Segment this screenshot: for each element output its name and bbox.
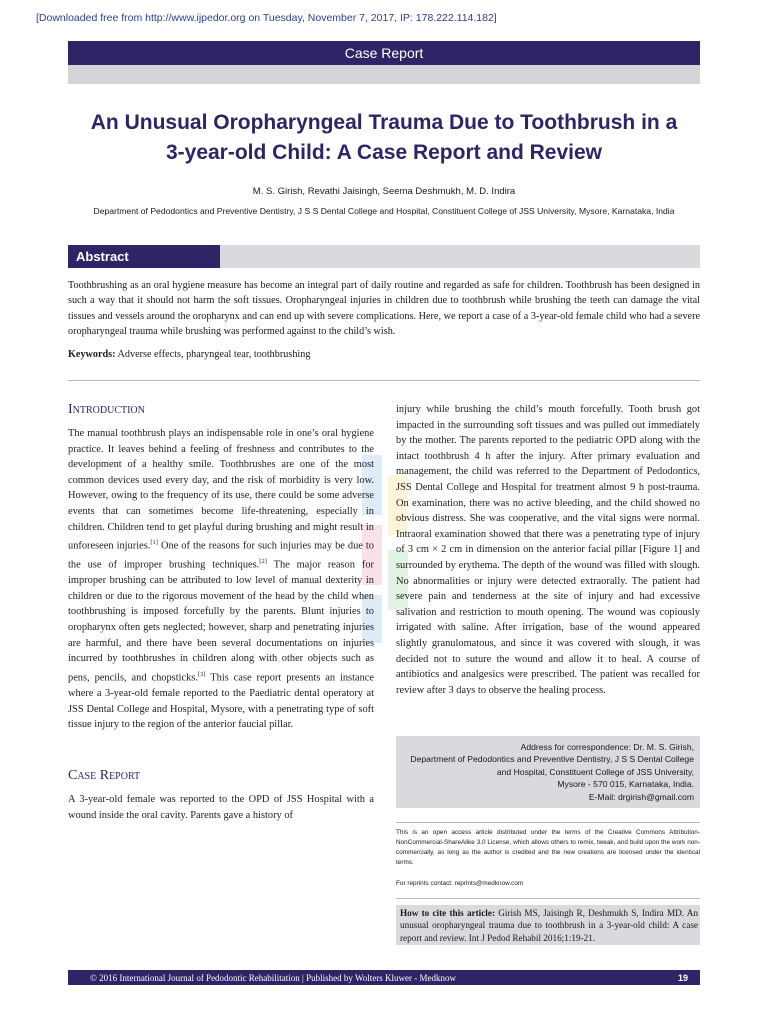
introduction-heading: Introduction [68,402,145,417]
page-number: 19 [677,972,688,983]
abstract-heading [68,245,220,268]
intro-text-part-a: The manual toothbrush plays an indispensable role in one’s oral hygiene practice. It leaves behind a feeling of freshness and contributes to the development of a healthy smile. Toothbrushes are one of the most common devices used every day, and the risk of morbidity is very low. However, owing to the frequency of its use, there could be some adverse events that can sometimes become life-threatening, especially in children. Children tend to get playful during brushing and might result in unforeseen injuries. [68,428,374,552]
keywords-text: Adverse effects, pharyngeal tear, toothbrushing [117,349,311,360]
citation-label: How to cite this article: [400,908,496,918]
correspondence-line-3: and Hospital, Constituent College of JSS University, [496,766,694,777]
page-footer [68,970,700,985]
license-text: This is an open access article distributed under the terms of the Creative Commons Attribution-NonCommercial-ShareAlike 3.0 License, which allows others to remix, tweak, and build upon the work non-commercially, as long as the author is credited and the new creations are licensed under the identical terms. [396,829,700,866]
download-notice: [Downloaded free from http://www.ijpedor.org on Tuesday, November 7, 2017, IP: 178.222.114.182] [36,12,497,24]
intro-text-part-c: The major reason for improper brushing can be attributed to low level of manual dexterity in children or due to the rigorous movement of the head by the child when toothbrushing is imposed forcefully by the parents. Blunt injuries to oropharynx often gets neglected; however, sharp and penetrating injuries are harmful, and there have been several documentations on injuries incurred by toothbrushes in children along with other objects such as pens, pencils, and chopsticks. [68,559,374,684]
correspondence-line-4: Mysore - 570 015, Karnataka, India. [557,779,694,790]
correspondence-line-1: Address for correspondence: Dr. M. S. Girish, [520,742,694,752]
correspondence-line-2: Department of Pedodontics and Preventive Dentistry, J S S Dental College [410,754,694,765]
divider [396,822,700,823]
section-header-bar [68,41,700,65]
case-report-text-col1: A 3-year-old female was reported to the OPD of JSS Hospital with a wound inside the oral cavity. Parents gave a history of [68,794,374,821]
citation-ref-2[interactable]: [2] [259,558,267,566]
citation-text [400,907,698,944]
case-report-text-col2: injury while brushing the child’s mouth forcefully. Tooth brush got impacted in the surrounding soft tissues and was pulled out immediately by the mother. The parents reported to the pediatric OPD along with the intact toothbrush 4 h after the injury. After primary evaluation and management, the child was referred to the Department of Pedodontics, JSS Dental College and Hospital for treatment almost 9 h post-trauma. On examination, there was no active bleeding, and the child showed no obvious distress. She was cooperative, and the vital signs were normal. Intraoral examination showed that there was a penetrating type of injury of 3 cm × 2 cm in dimension on the anterior facial pillar [Figure 1] and surrounded by erythema. The depth of the wound was filled with slough. No abnormalities or injury were detected extraorally. The patient had severe pain and tenderness at the site of injury and had excessive salivation and restriction to mouth opening. The wound was copiously irrigated with saline. After irrigation, base of the wound appeared slightly granulomatous, and since it was covered with slough, it was decided not to suture the wound and allow it to heal. A course of antibiotics and analgesics were prescribed. The patient was recalled for review after 3 days to observe the healing process. [396,404,700,696]
authors: M. S. Girish, Revathi Jaisingh, Seema Deshmukh, M. D. Indira [252,186,516,197]
footer-copyright: © 2016 International Journal of Pedodontic Rehabilitation | Published by Wolters Kluwer - Medknow [90,972,456,983]
correspondence-text [396,741,694,803]
introduction-text [68,426,374,733]
title-line-2: 3-year-old Child: A Case Report and Review [165,141,603,164]
citation-body: Girish MS, Jaisingh R, Deshmukh S, Indira MD. An unusual oropharyngeal trauma due to toothbrush in a 3-year-old child: A case report and review. Int J Pedod Rehabil 2016;1:19-21. [400,908,699,943]
intro-text-part-d: This case report presents an instance where a 3-year-old female reported to the Paediatric dental operatory at JSS Dental College and Hospital, Mysore, with a penetrating type of soft tissue injury to the region of the anterior faucial pillar. [68,672,374,731]
keywords-label: Keywords: [68,349,116,360]
section-label: Case Report [344,45,424,61]
citation-ref-1[interactable]: [1] [150,539,158,547]
intro-text-part-b: One of the reasons for such injuries may be due to the use of improper brushing techniques. [68,540,374,571]
article-title [68,108,700,168]
citation-ref-3[interactable]: [3] [197,670,206,678]
header-band [68,65,700,84]
title-line-1: An Unusual Oropharyngeal Trauma Due to Toothbrush in a [90,111,678,134]
abstract-heading-label: Abstract [76,249,129,264]
affiliation: Department of Pedodontics and Preventive Dentistry, J S S Dental College and Hospital, Constituent College of JSS University, Mysore, Karnataka, India [93,206,675,216]
abstract-text: Toothbrushing as an oral hygiene measure has become an integral part of daily routine and regarded as safe for children. Toothbrush has been designed in such a way that it should not harm the soft tissues. Oropharyngeal injuries in children due to toothbrush while brushing the teeth can damage the vital tissues and vessels around the oropharynx and can end up with severe complications. Here, we report a case of a 3-year-old female child who had a severe oropharyngeal trauma while brushing was performed against to the child’s wish. [68,280,700,338]
divider [68,380,700,381]
reprints-contact: For reprints contact: reprints@medknow.com [396,880,524,887]
case-report-heading: Case Report [68,768,141,783]
divider [396,898,700,899]
keywords [68,349,700,360]
correspondence-email[interactable]: E-Mail: drgirish@gmail.com [588,791,694,802]
